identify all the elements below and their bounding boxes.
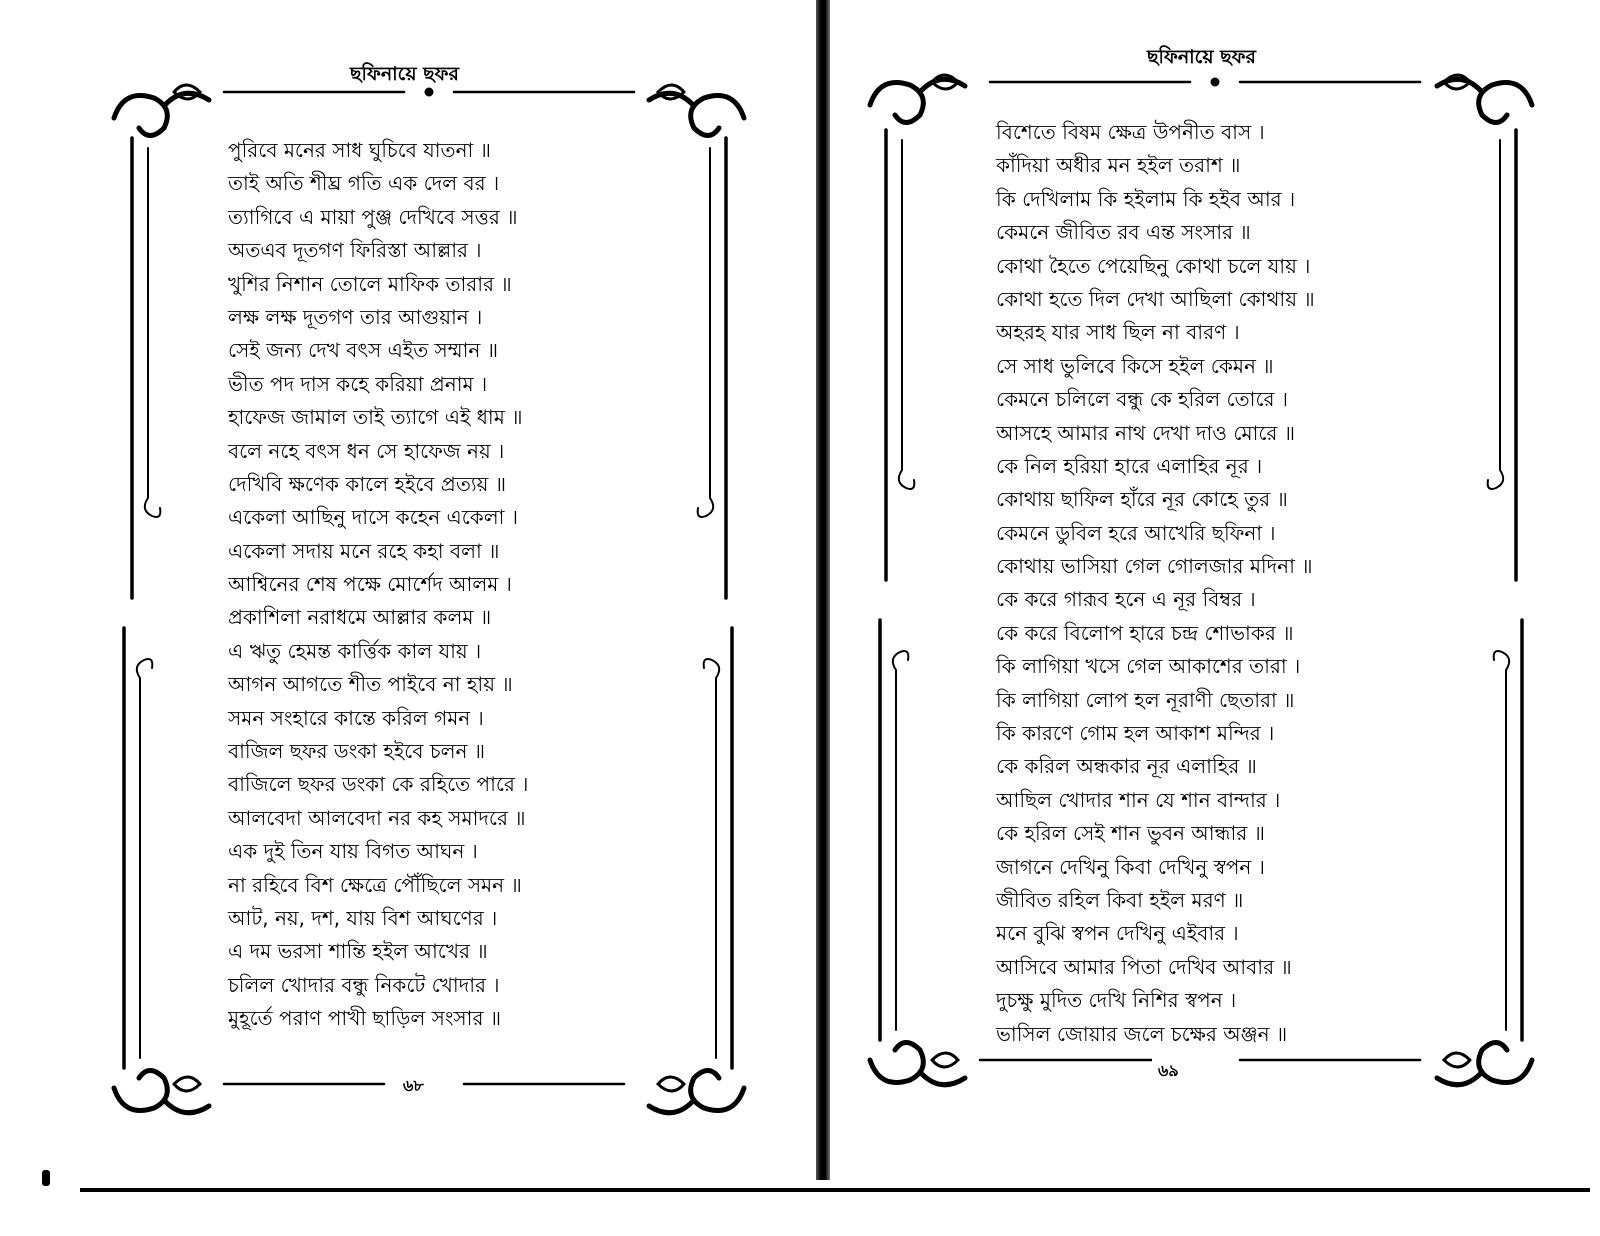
verse-line: বাজিল ছফর ডংকা হইবে চলন ॥ bbox=[228, 739, 486, 764]
running-head: ছফিনায়ে ছফর bbox=[1147, 46, 1256, 68]
page-number: ৬৮ bbox=[397, 1073, 430, 1100]
left-page bbox=[0, 0, 816, 1180]
verse-line: একেলা সদায় মনে রহে কহা বলা ॥ bbox=[228, 538, 500, 563]
verse-line: বিশেতে বিষম ক্ষেত্র উপনীত বাস । bbox=[996, 120, 1265, 144]
verse-line: কোথায় ছাফিল হাঁরে নূর কোহে তুর ॥ bbox=[996, 487, 1288, 512]
verse-line: কোথা হতে দিল দেখা আছিলা কোথায় ॥ bbox=[996, 286, 1315, 311]
verse-line: লক্ষ লক্ষ দূতগণ তার আগুয়ান । bbox=[228, 304, 483, 329]
right-page bbox=[830, 0, 1600, 1180]
verse-line: জীবিত রহিল কিবা হইল মরণ ॥ bbox=[996, 887, 1244, 912]
verse-line: জাগনে দেখিনু কিবা দেখিনু স্বপন । bbox=[996, 854, 1265, 879]
verse-line: কে করে বিলোপ হারে চন্দ্র শোভাকর ॥ bbox=[996, 620, 1294, 645]
verse-line: বাজিলে ছফর ডংকা কে রহিতে পারে । bbox=[228, 772, 529, 797]
verse-line: কেমনে জীবিত রব এন্ত সংসার ॥ bbox=[996, 220, 1251, 245]
verse-line: আগন আগতে শীত পাইবে না হায় ॥ bbox=[228, 672, 513, 697]
verse-line: চলিল খোদার বন্ধু নিকটে খোদার । bbox=[228, 972, 500, 997]
verse-line: আশ্বিনের শেষ পক্ষে মোর্শেদ আলম । bbox=[228, 572, 512, 597]
verse-line: দেখিবি ক্ষণেক কালে হইবে প্রত্যয় ॥ bbox=[228, 471, 507, 496]
verse-line: ভীত পদ দাস কহে করিয়া প্রনাম । bbox=[228, 371, 488, 396]
verse-line: কে করে গারূব হনে এ নূর বিম্বর । bbox=[996, 587, 1256, 612]
verse-line: হাফেজ জামাল তাই ত্যাগে এই ধাম ॥ bbox=[228, 405, 523, 430]
verse-line: তাই অতি শীঘ্র গতি এক দেল বর । bbox=[228, 171, 500, 196]
verse-line: সে সাধ ভুলিবে কিসে হইল কেমন ॥ bbox=[996, 353, 1274, 378]
verse-line: এ দম ভরসা শান্তি হইল আখের ॥ bbox=[228, 939, 488, 964]
running-head: ছফিনায়ে ছফর bbox=[350, 63, 459, 85]
verse-line: মনে বুঝি স্বপন দেখিনু এইবার । bbox=[996, 921, 1239, 946]
verse-line: কে নিল হরিয়া হারে এলাহির নূর । bbox=[996, 453, 1263, 478]
verse-line: কি লাগিয়া খসে গেল আকাশের তারা । bbox=[996, 654, 1301, 679]
verse-line: একেলা আছিনু দাসে কহেন একেলা । bbox=[228, 505, 518, 530]
scan-speck bbox=[42, 1170, 50, 1186]
page-bottom-edge bbox=[80, 1188, 1590, 1192]
verse-line: আসহে আমার নাথ দেখা দাও মোরে ॥ bbox=[996, 420, 1296, 445]
verse-line: কি লাগিয়া লোপ হল নূরাণী ছেতারা ॥ bbox=[996, 687, 1295, 712]
verse-line: কে করিল অন্ধকার নূর এলাহির ॥ bbox=[996, 754, 1257, 779]
verse-line: এ ঋতু হেমন্ত কার্ত্তিক কাল যায় । bbox=[228, 638, 482, 663]
verse-list bbox=[996, 116, 1315, 1051]
verse-line: অতএব দূতগণ ফিরিস্তা আল্লার । bbox=[228, 238, 482, 263]
verse-line: ভাসিল জোয়ার জলে চক্ষের অঞ্জন ॥ bbox=[996, 1021, 1288, 1046]
verse-line: সমন সংহারে কান্তে করিল গমন । bbox=[228, 705, 484, 730]
verse-line: কেমনে চলিলে বন্ধু কে হরিল তোরে । bbox=[996, 387, 1289, 412]
verse-line: খুশির নিশান তোলে মাফিক তারার ॥ bbox=[228, 271, 512, 296]
verse-line: বলে নহে বৎস ধন সে হাফেজ নয় । bbox=[228, 438, 505, 463]
verse-line: কোথা হৈতে পেয়েছিনু কোথা চলে যায় । bbox=[996, 253, 1311, 278]
verse-line: মুহূর্তে পরাণ পাখী ছাড়িল সংসার ॥ bbox=[228, 1006, 502, 1031]
verse-line: কি দেখিলাম কি হইলাম কি হইব আর । bbox=[996, 186, 1296, 211]
verse-line: আলবেদা আলবেদা নর কহ সমাদরে ॥ bbox=[228, 805, 526, 830]
verse-line: অহরহ যার সাধ ছিল না বারণ । bbox=[996, 320, 1240, 345]
verse-line: পুরিবে মনের সাধ ঘুচিবে যাতনা ॥ bbox=[228, 138, 491, 162]
verse-line: আট, নয়, দশ, যায় বিশ আঘণের । bbox=[228, 905, 498, 930]
verse-line: প্রকাশিলা নরাধমে আল্লার কলম ॥ bbox=[228, 605, 492, 630]
verse-line: কেমনে ডুবিল হরে আখেরি ছফিনা । bbox=[996, 520, 1276, 545]
verse-line: আছিল খোদার শান যে শান বান্দার । bbox=[996, 787, 1281, 812]
book-gutter bbox=[816, 0, 830, 1180]
verse-line: দুচক্ষু মুদিত দেখি নিশির স্বপন । bbox=[996, 988, 1237, 1013]
verse-line: আসিবে আমার পিতা দেখিব আবার ॥ bbox=[996, 954, 1292, 979]
page-number: ৬৯ bbox=[1152, 1058, 1185, 1085]
verse-list bbox=[228, 134, 528, 1036]
verse-line: কি কারণে গোম হল আকাশ মন্দির । bbox=[996, 721, 1275, 746]
verse-line: এক দুই তিন যায় বিগত আঘন । bbox=[228, 839, 478, 864]
verse-line: ত্যাগিবে এ মায়া পুঞ্জ দেখিবে সত্তর ॥ bbox=[228, 204, 518, 229]
verse-line: না রহিবে বিশ ক্ষেত্রে পৌঁছিলে সমন ॥ bbox=[228, 872, 522, 897]
verse-line: কে হরিল সেই শান ভুবন আন্ধার ॥ bbox=[996, 821, 1265, 846]
verse-line: কাঁদিয়া অধীর মন হইল তরাশ ॥ bbox=[996, 153, 1241, 178]
verse-line: কোথায় ভাসিয়া গেল গোলজার মদিনা ॥ bbox=[996, 554, 1313, 579]
verse-line: সেই জন্য দেখ বৎস এইত সম্মান ॥ bbox=[228, 338, 499, 363]
